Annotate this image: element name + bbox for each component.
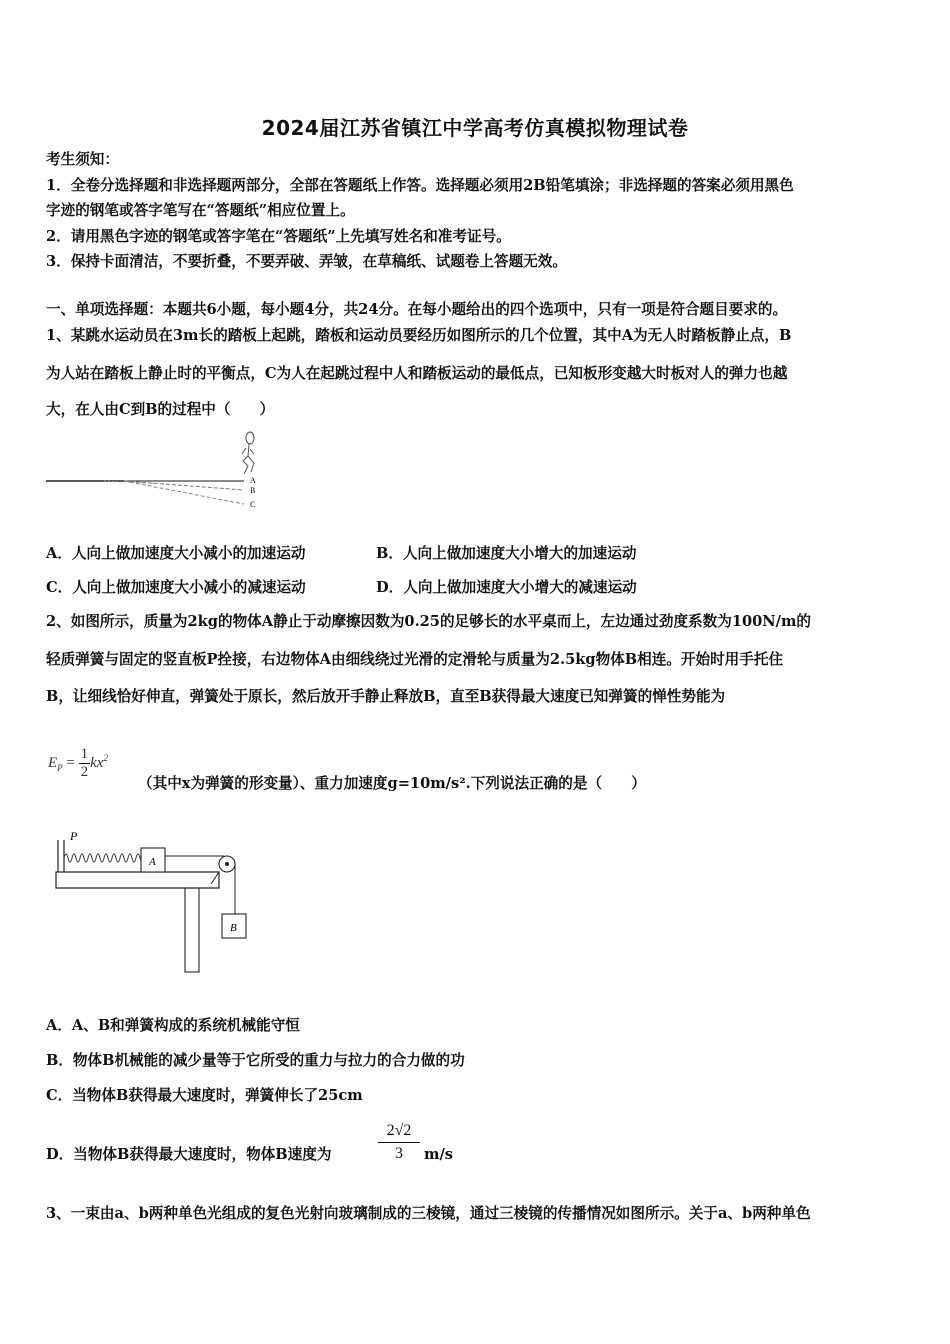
question-1-text: 1、某跳水运动员在3m长的踏板上起跳，踏板和运动员要经历如图所示的几个位置，其中A为无人时踏板静止点，B bbox=[46, 327, 792, 344]
notice-item: 1．全卷分选择题和非选择题两部分，全部在答题纸上作答。选择题必须用2B铅笔填涂；非选择题的答案必须用黑色 bbox=[46, 177, 794, 194]
question-2-text: 轻质弹簧与固定的竖直板P拴接，右边物体A由细线绕过光滑的定滑轮与质量为2.5kg物体B相连。开始时用手托住 bbox=[46, 651, 784, 668]
question-2-formula-tail: （其中x为弹簧的形变量）、重力加速度g=10m/s².下列说法正确的是（ ） bbox=[138, 775, 646, 792]
q1-option-d[interactable]: D．人向上做加速度大小增大的减速运动 bbox=[376, 579, 637, 596]
diving-board-figure bbox=[44, 428, 274, 514]
q1-option-b[interactable]: B．人向上做加速度大小增大的加速运动 bbox=[376, 545, 637, 562]
notice-item: 3．保持卡面清洁，不要折叠，不要弄破、弄皱，在草稿纸、试题卷上答题无效。 bbox=[46, 253, 567, 270]
section-heading: 一、单项选择题：本题共6小题，每小题4分，共24分。在每小题给出的四个选项中，只有一项是符合题目要求的。 bbox=[46, 301, 788, 318]
q2-option-c[interactable]: C．当物体B获得最大速度时，弹簧伸长了25cm bbox=[46, 1087, 363, 1104]
fig-label-b: B bbox=[250, 486, 256, 495]
fig-label-block-a: A bbox=[149, 856, 156, 868]
fig-label-p: P bbox=[70, 829, 78, 843]
fig-label-a: A bbox=[250, 476, 256, 485]
question-3-text: 3、一束由a、b两种单色光组成的复色光射向玻璃制成的三棱镜，通过三棱镜的传播情况如图所示。关于a、b两种单色 bbox=[46, 1205, 811, 1222]
question-2-text: 2、如图所示，质量为2kg的物体A静止于动摩擦因数为0.25的足够长的水平桌而上，左边通过劲度系数为100N/m的 bbox=[46, 613, 812, 630]
q2-option-d-denominator: 3 bbox=[395, 1145, 403, 1162]
q2-option-d[interactable] bbox=[46, 1145, 331, 1165]
fig-label-c: C bbox=[250, 500, 256, 509]
question-1-text: 大，在人由C到B的过程中（ ） bbox=[46, 401, 275, 418]
q2-option-d-unit: m/s bbox=[424, 1146, 453, 1163]
notice-item: 字迹的钢笔或答字笔写在“答题纸”相应位置上。 bbox=[46, 202, 355, 219]
elastic-energy-formula: $E_P$ = $\frac{1}{2}$ $kx^2$ bbox=[48, 746, 108, 780]
q2-option-d-prefix: D．当物体B获得最大速度时，物体B速度为 bbox=[46, 1146, 332, 1163]
q2-option-a[interactable]: A．A、B和弹簧构成的系统机械能守恒 bbox=[46, 1017, 300, 1034]
q2-option-b[interactable]: B．物体B机械能的减少量等于它所受的重力与拉力的合力做的功 bbox=[46, 1052, 465, 1069]
page-title: 2024届江苏省镇江中学高考仿真模拟物理试卷 bbox=[261, 116, 689, 140]
question-2-text: B，让细线恰好伸直，弹簧处于原长，然后放开手静止释放B，直至B获得最大速度已知弹簧的惮性势能为 bbox=[46, 688, 726, 705]
spring-pulley-figure bbox=[44, 826, 254, 976]
q1-option-a[interactable]: A．人向上做加速度大小减小的加速运动 bbox=[46, 545, 306, 562]
q2-option-d-numerator: 2√2 bbox=[378, 1122, 420, 1143]
q2-option-d-fraction bbox=[378, 1122, 420, 1163]
fig-label-block-b: B bbox=[230, 922, 237, 934]
question-1-text: 为人站在踏板上静止时的平衡点，C为人在起跳过程中人和踏板运动的最低点，已知板形变越大时板对人的弹力也越 bbox=[46, 365, 788, 382]
q1-option-c[interactable]: C．人向上做加速度大小减小的减速运动 bbox=[46, 579, 306, 596]
notice-item: 2．请用黑色字迹的钢笔或答字笔在“答题纸”上先填写姓名和准考证号。 bbox=[46, 228, 511, 245]
notice-heading: 考生须知： bbox=[46, 151, 119, 168]
